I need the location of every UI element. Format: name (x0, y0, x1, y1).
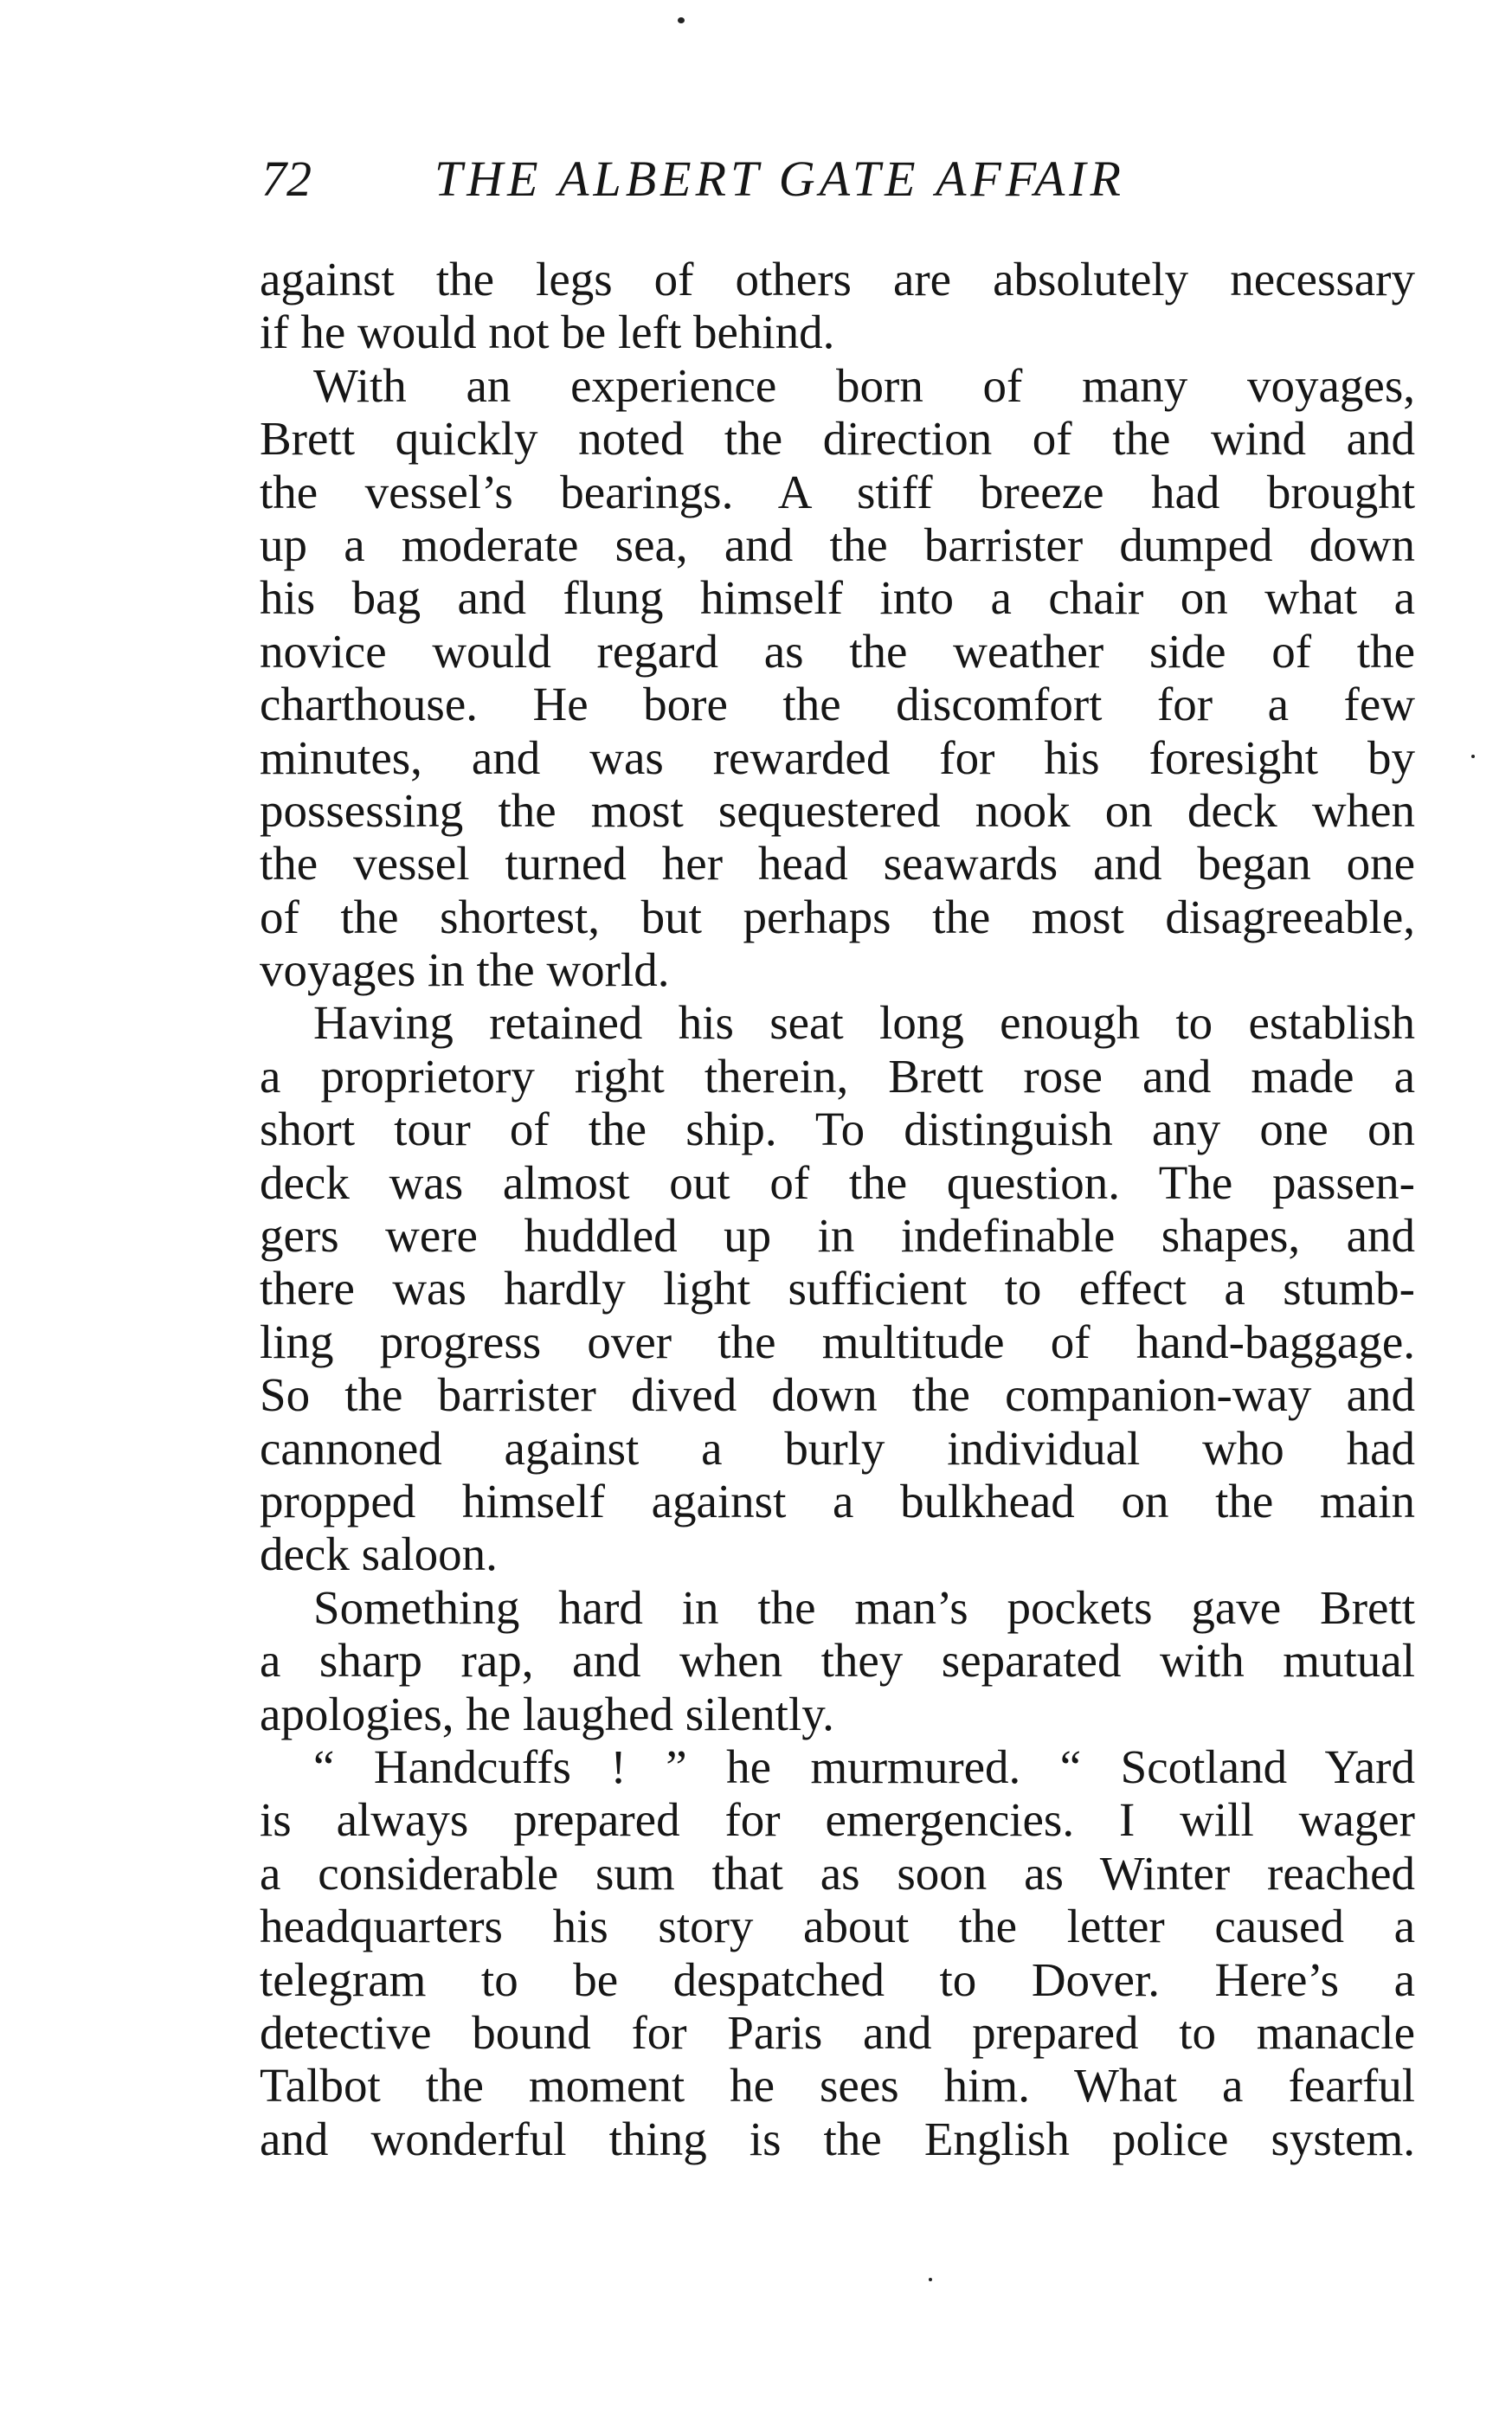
text-line: charthouse. He bore the discomfort for a few (260, 678, 1415, 731)
text-line: cannoned against a burly individual who had (260, 1421, 1415, 1475)
text-line: deck was almost out of the question. The passen- (260, 1155, 1415, 1209)
text-line: novice would regard as the weather side of the (260, 624, 1415, 678)
ink-speck (929, 2278, 932, 2281)
text-line: of the shortest, but perhaps the most disagreeable, (260, 890, 1415, 943)
text-line: a considerable sum that as soon as Winter reached (260, 1846, 1415, 1900)
text-line: the vessel’s bearings. A stiff breeze had brought (260, 465, 1415, 518)
text-line: ling progress over the multitude of hand-baggage. (260, 1315, 1415, 1368)
text-line: short tour of the ship. To distinguish any one on (260, 1103, 1415, 1156)
text-line: gers were huddled up in indefinable shapes, and (260, 1209, 1415, 1263)
text-line: against the legs of others are absolutely necessary (260, 253, 1415, 305)
text-line: Brett quickly noted the direction of the wind and (260, 412, 1415, 466)
text-line: possessing the most sequestered nook on deck when (260, 783, 1415, 837)
running-header (261, 149, 1421, 209)
text-line: deck saloon. (260, 1527, 498, 1581)
text-line: if he would not be left behind. (260, 305, 835, 359)
text-line: up a moderate sea, and the barrister dumped down (260, 518, 1415, 571)
text-line: there was hardly light sufficient to effect a stumb- (260, 1262, 1415, 1315)
text-line: his bag and flung himself into a chair on what a (260, 571, 1415, 625)
text-line: and wonderful thing is the English police system. (260, 2112, 1415, 2165)
text-line: a sharp rap, and when they separated with mutual (260, 1634, 1415, 1688)
text-line: detective bound for Paris and prepared to manacle (260, 2005, 1415, 2059)
text-line: “ Handcuffs ! ” he murmured. “ Scotland Yard (313, 1740, 1415, 1793)
text-line: propped himself against a bulkhead on the main (260, 1474, 1415, 1527)
text-line: Talbot the moment he sees him. What a fearful (260, 2059, 1415, 2113)
text-line: telegram to be despatched to Dover. Here’s a (260, 1952, 1415, 2006)
body-text (260, 253, 1415, 2165)
ink-speck (1471, 755, 1475, 758)
text-line: So the barrister dived down the companion-way and (260, 1368, 1415, 1422)
text-line: Something hard in the man’s pockets gave Brett (313, 1580, 1415, 1634)
text-line: Having retained his seat long enough to establish (313, 996, 1415, 1050)
text-line: the vessel turned her head seawards and began one (260, 837, 1415, 891)
page-number: 72 (261, 151, 312, 207)
text-line: a proprietory right therein, Brett rose and made a (260, 1049, 1415, 1103)
text-line: voyages in the world. (260, 943, 670, 997)
text-line: headquarters his story about the letter caused a (260, 1900, 1415, 1953)
text-line: apologies, he laughed silently. (260, 1687, 834, 1740)
running-title: THE ALBERT GATE AFFAIR (434, 151, 1125, 207)
text-line: is always prepared for emergencies. I will wager (260, 1793, 1415, 1847)
ink-speck (678, 17, 685, 23)
text-line: minutes, and was rewarded for his foresight by (260, 730, 1415, 784)
text-line: With an experience born of many voyages, (313, 358, 1415, 412)
